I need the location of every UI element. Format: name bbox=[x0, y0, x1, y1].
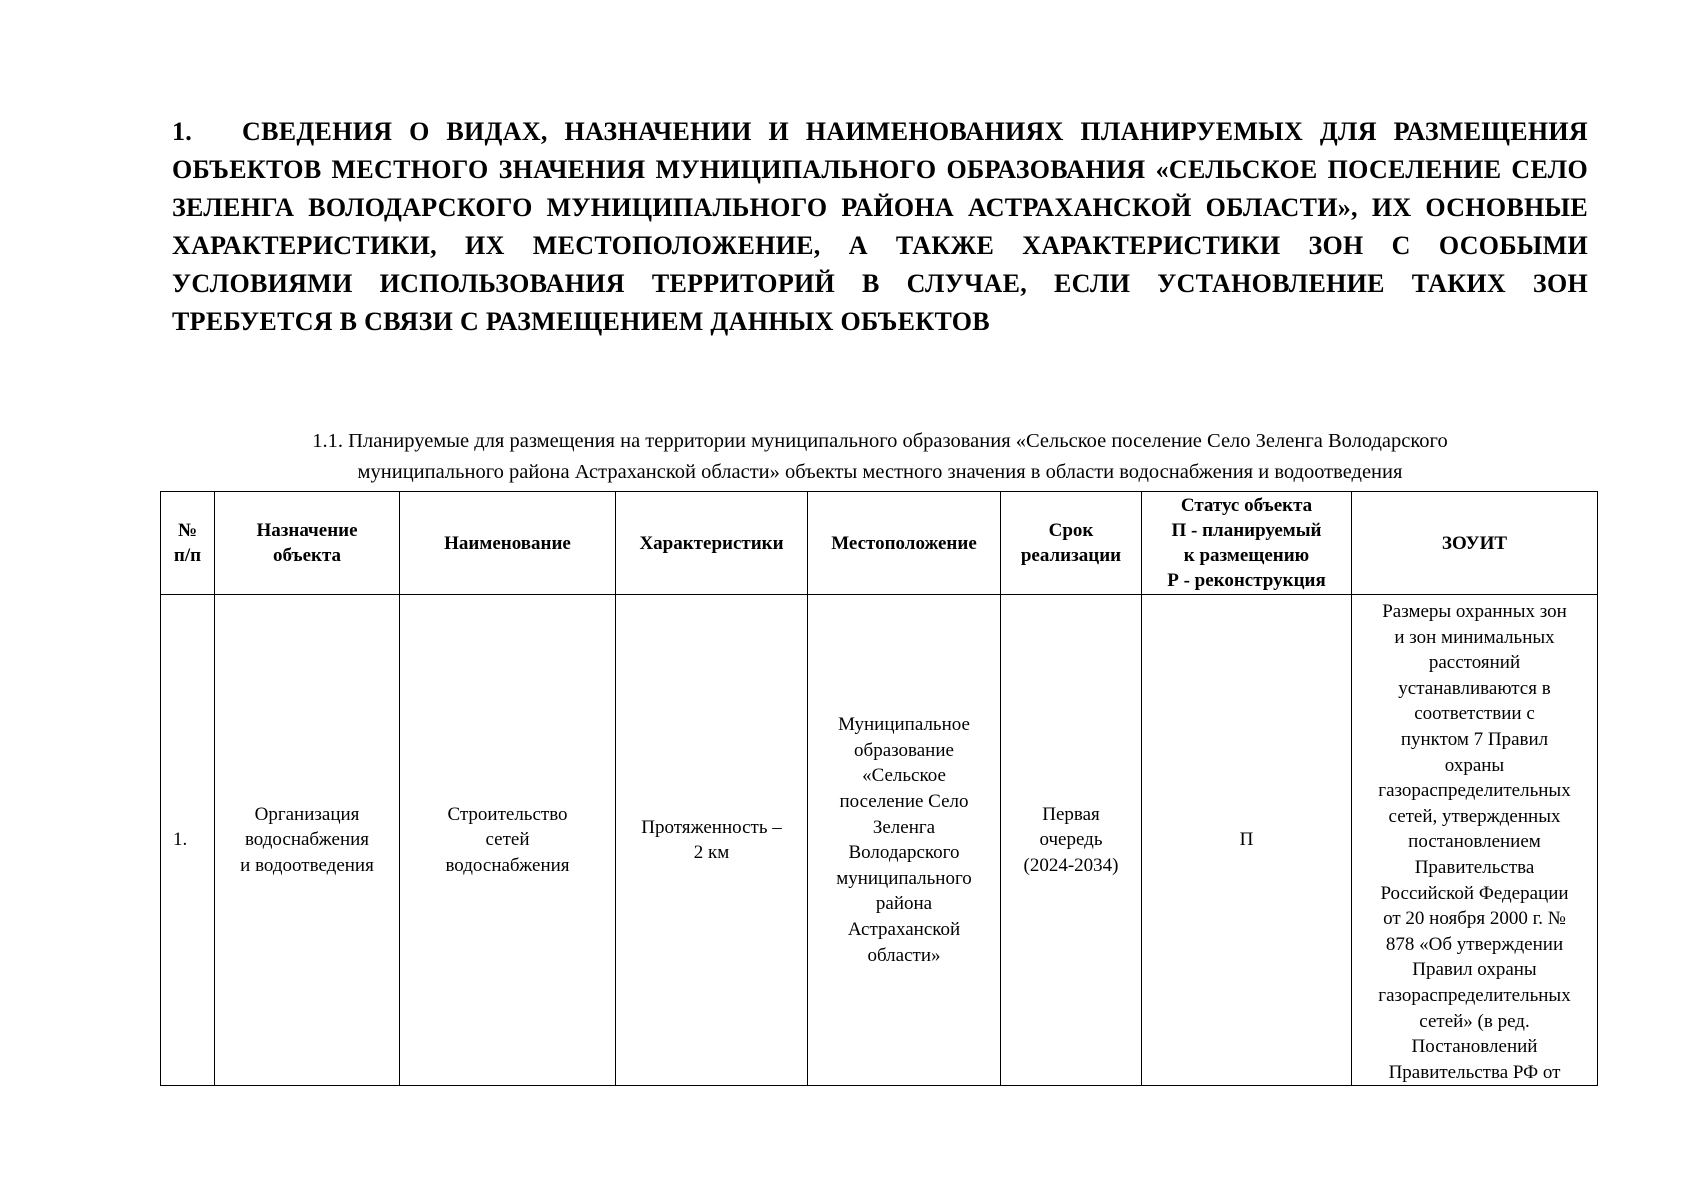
table-header-row bbox=[161, 492, 1598, 595]
cell-purpose: Организация водоснабжения и водоотведения bbox=[215, 595, 400, 1086]
header-characteristics: Характеристики bbox=[616, 492, 808, 595]
section-number: 1. bbox=[172, 117, 193, 146]
header-name: Наименование bbox=[400, 492, 616, 595]
cell-characteristics: Протяженность – 2 км bbox=[616, 595, 808, 1086]
section-title: СВЕДЕНИЯ О ВИДАХ, НАЗНАЧЕНИИ И НАИМЕНОВАНИЯХ ПЛАНИРУЕМЫХ ДЛЯ РАЗМЕЩЕНИЯ ОБЪЕКТОВ МЕСТНОГО ЗНАЧЕНИЯ МУНИЦИПАЛЬНОГО ОБРАЗОВАНИЯ «СЕЛЬСКОЕ ПОСЕЛЕНИЕ СЕЛО ЗЕЛЕНГА ВОЛОДАРСКОГО МУНИЦИПАЛЬНОГО РАЙОНА АСТРАХАНСКОЙ ОБЛАСТИ», ИХ ОСНОВНЫЕ ХАРАКТЕРИСТИКИ, ИХ МЕСТОПОЛОЖЕНИЕ, А ТАКЖЕ ХАРАКТЕРИСТИКИ ЗОН С ОСОБЫМИ УСЛОВИЯМИ ИСПОЛЬЗОВАНИЯ ТЕРРИТОРИЙ В СЛУЧАЕ, ЕСЛИ УСТАНОВЛЕНИЕ ТАКИХ ЗОН ТРЕБУЕТСЯ В СВЯЗИ С РАЗМЕЩЕНИЕМ ДАННЫХ ОБЪЕКТОВ bbox=[172, 117, 1588, 336]
header-zouit: ЗОУИТ bbox=[1352, 492, 1598, 595]
header-term: Срок реализации bbox=[1001, 492, 1142, 595]
section-heading bbox=[172, 113, 1588, 341]
cell-zouit: Размеры охранных зон и зон минимальных расстояний устанавливаются в соответствии с пунктом 7 Правил охраны газораспределительных сетей, утвержденных постановлением Правительства Российской Федерации от 20 ноября 2000 г. № 878 «Об утверждении Правил охраны газораспределительных сетей» (в ред. Постановлений Правительства РФ от bbox=[1352, 595, 1598, 1086]
table-row bbox=[161, 595, 1598, 1086]
header-location: Местоположение bbox=[808, 492, 1001, 595]
table-caption-line-1: 1.1. Планируемые для размещения на территории муниципального образования «Сельское поселение Село Зеленга Володарского bbox=[312, 430, 1448, 452]
cell-term: Первая очередь (2024-2034) bbox=[1001, 595, 1142, 1086]
table-caption bbox=[160, 426, 1600, 488]
cell-name: Строительство сетей водоснабжения bbox=[400, 595, 616, 1086]
header-num: № п/п bbox=[161, 492, 215, 595]
planned-objects-table bbox=[160, 491, 1598, 1086]
cell-status: П bbox=[1142, 595, 1352, 1086]
header-purpose: Назначение объекта bbox=[215, 492, 400, 595]
table-caption-line-2: муниципального района Астраханской области» объекты местного значения в области водоснабжения и водоотведения bbox=[357, 461, 1403, 483]
cell-num: 1. bbox=[161, 595, 215, 1086]
cell-location: Муниципальное образование «Сельское поселение Село Зеленга Володарского муниципального района Астраханской области» bbox=[808, 595, 1001, 1086]
header-status: Статус объекта П - планируемый к размещению Р - реконструкция bbox=[1142, 492, 1352, 595]
